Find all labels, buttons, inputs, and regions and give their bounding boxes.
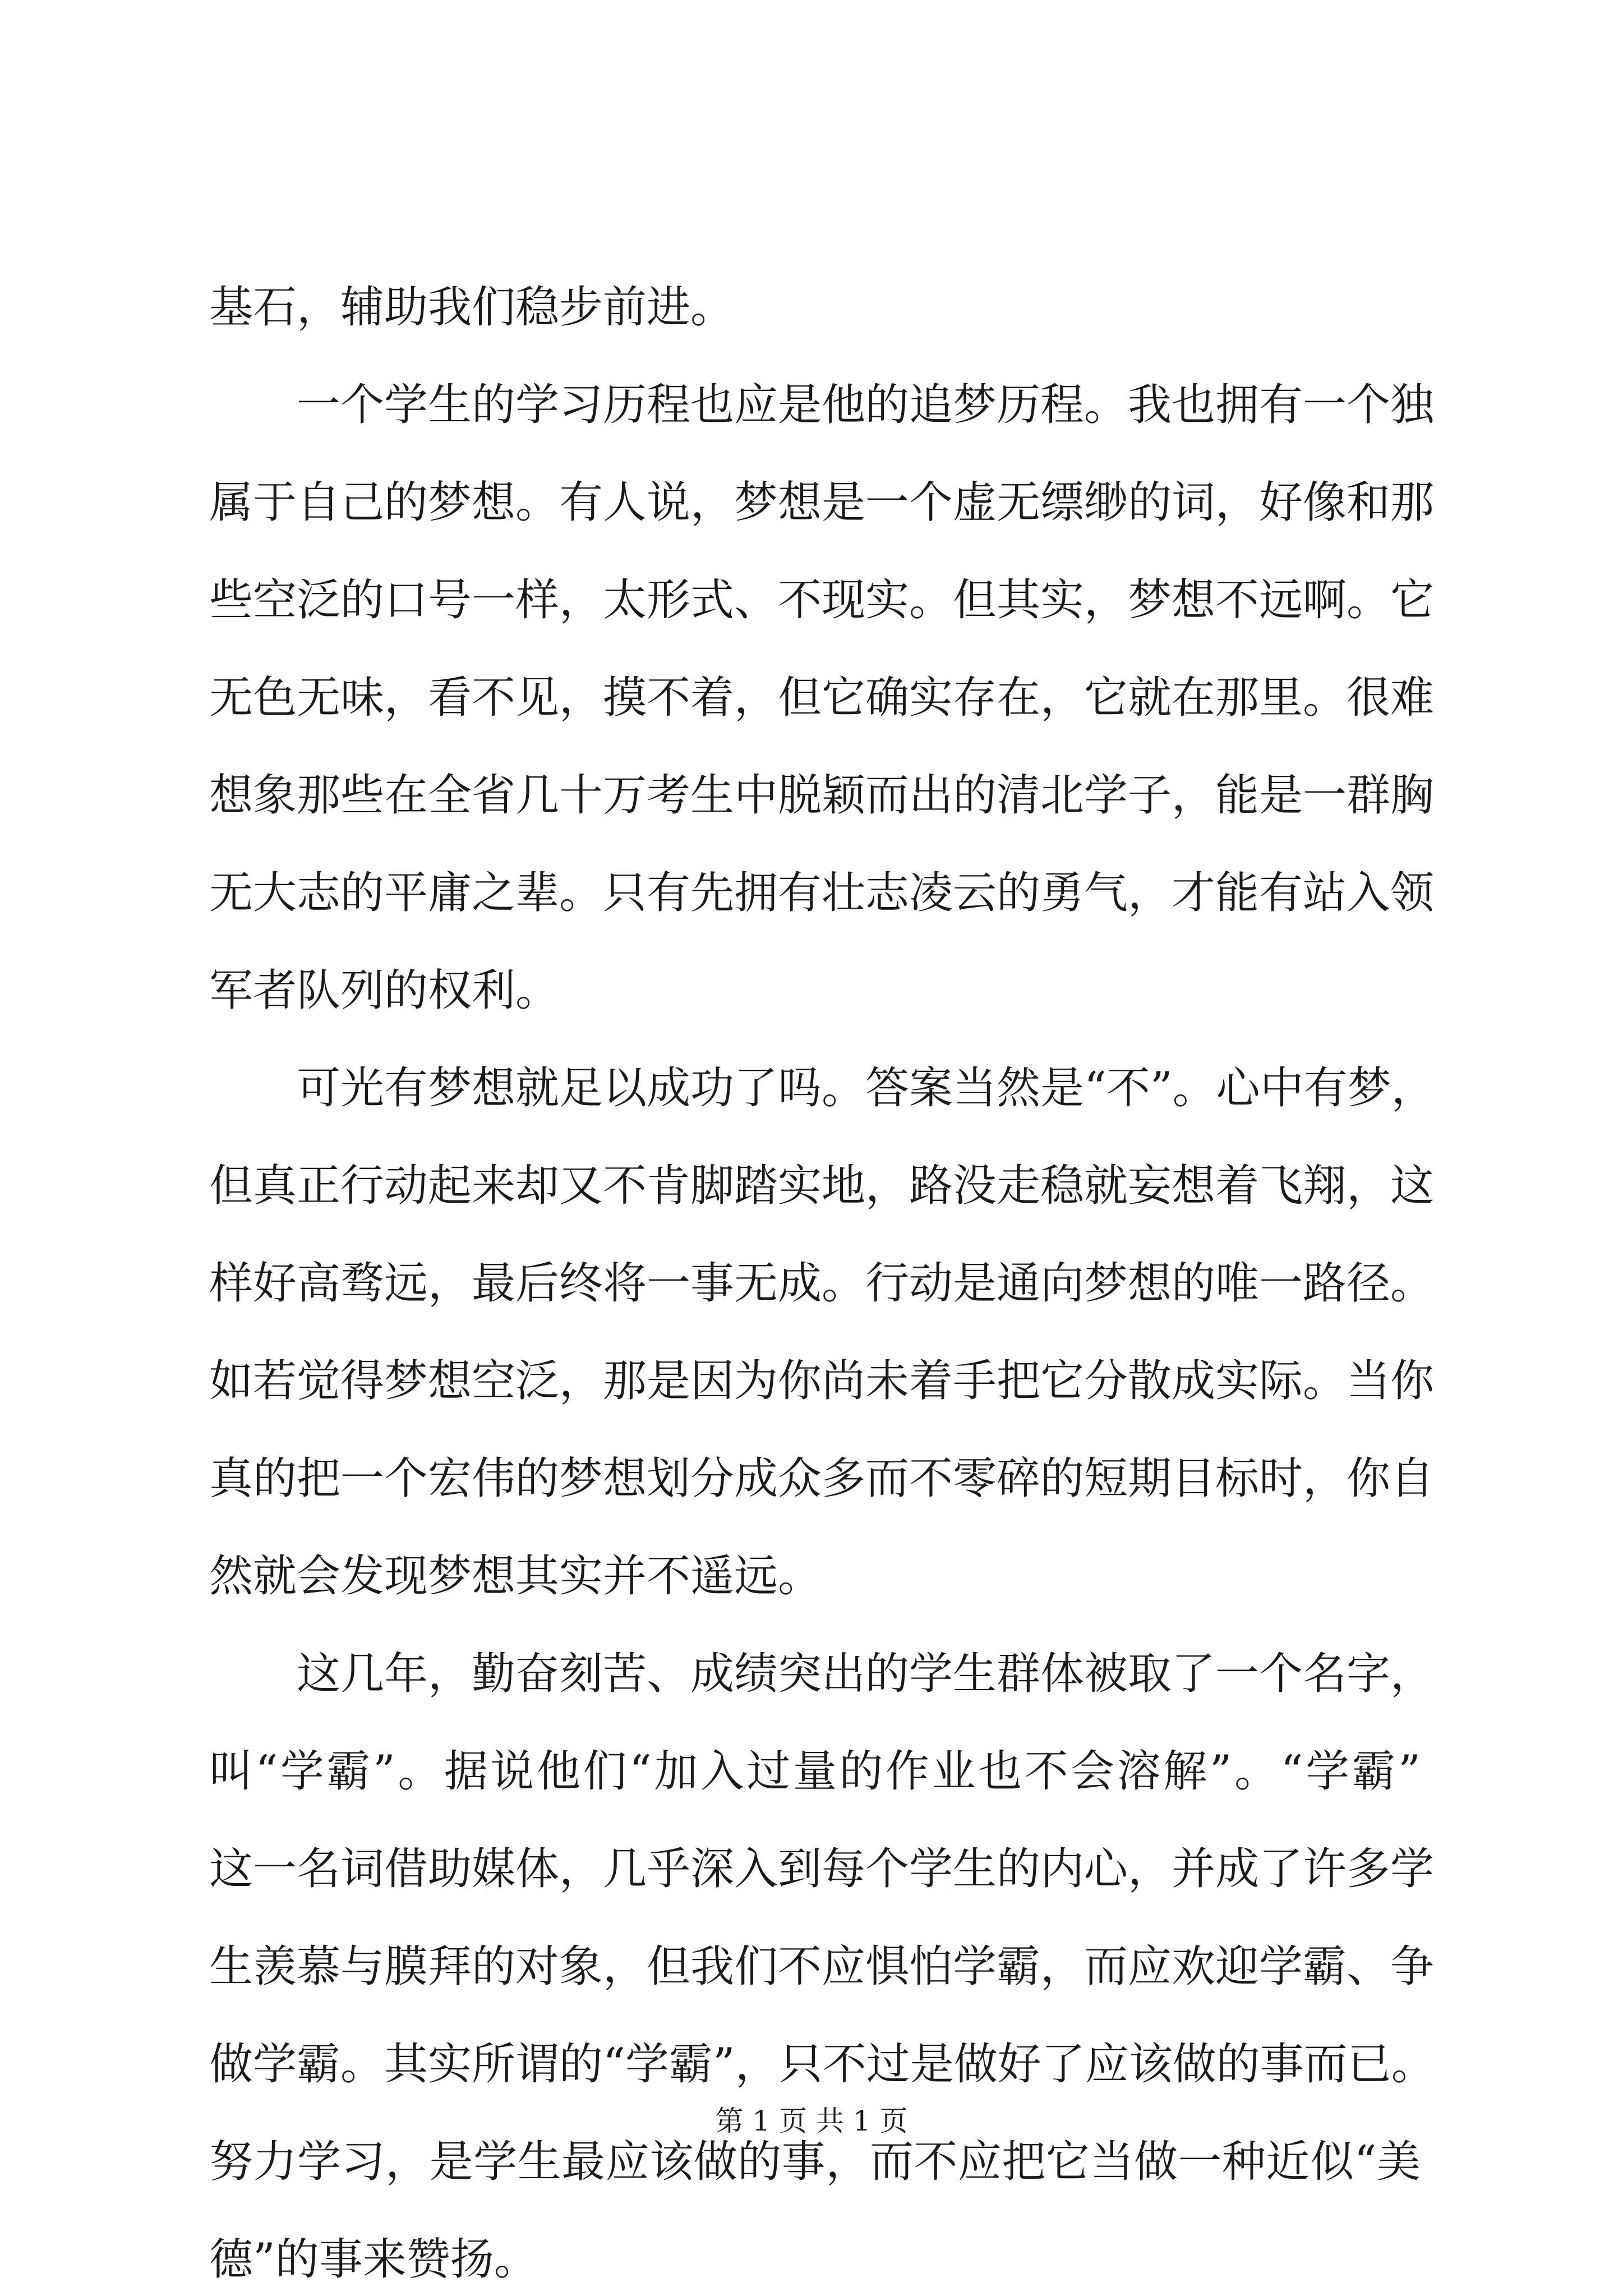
text-line: 德”的事来赞扬。	[209, 2234, 538, 2285]
text-line: 无大志的平庸之辈。只有先拥有壮志凌云的勇气，才能有站入领	[209, 868, 1435, 918]
text-line: 如若觉得梦想空泛，那是因为你尚未着手把它分散成实际。当你	[209, 1356, 1435, 1406]
text-line: 属于自己的梦想。有人说，梦想是一个虚无缥缈的词，好像和那	[209, 477, 1435, 528]
text-line: 然就会发现梦想其实并不遥远。	[209, 1551, 822, 1602]
text-line: 努力学习，是学生最应该做的事，而不应把它当做一种近似“美	[209, 2137, 1421, 2187]
text-line: 无色无味，看不见，摸不着，但它确实存在，它就在那里。很难	[209, 673, 1435, 723]
text-line: 些空泛的口号一样，太形式、不现实。但其实，梦想不远啊。它	[209, 575, 1435, 625]
text-line: 这几年，勤奋刻苦、成绩突出的学生群体被取了一个名字，	[209, 1649, 1435, 1699]
text-line: 生羡慕与膜拜的对象，但我们不应惧怕学霸，而应欢迎学霸、争	[209, 1941, 1435, 1992]
text-line: 一个学生的学习历程也应是他的追梦历程。我也拥有一个独	[209, 380, 1435, 430]
text-line: 基石，辅助我们稳步前进。	[209, 282, 735, 333]
text-line: 可光有梦想就足以成功了吗。答案当然是“不”。心中有梦，	[209, 1063, 1435, 1114]
text-line: 样好高骛远，最后终将一事无成。行动是通向梦想的唯一路径。	[209, 1258, 1435, 1309]
text-line: 做学霸。其实所谓的“学霸”，只不过是做好了应该做的事而已。	[209, 2039, 1435, 2090]
text-line: 但真正行动起来却又不肯脚踏实地，路没走稳就妄想着飞翔，这	[209, 1161, 1435, 1211]
text-line: 军者队列的权利。	[209, 965, 560, 1016]
page-footer: 第 1 页 共 1 页	[715, 2105, 908, 2137]
text-line: 叫“学霸”。据说他们“加入过量的作业也不会溶解”。“学霸”	[209, 1746, 1421, 1797]
text-line: 想象那些在全省几十万考生中脱颖而出的清北学子，能是一群胸	[209, 770, 1435, 821]
text-line: 这一名词借助媒体，几乎深入到每个学生的内心，并成了许多学	[209, 1844, 1435, 1894]
text-line: 真的把一个宏伟的梦想划分成众多而不零碎的短期目标时，你自	[209, 1453, 1435, 1504]
